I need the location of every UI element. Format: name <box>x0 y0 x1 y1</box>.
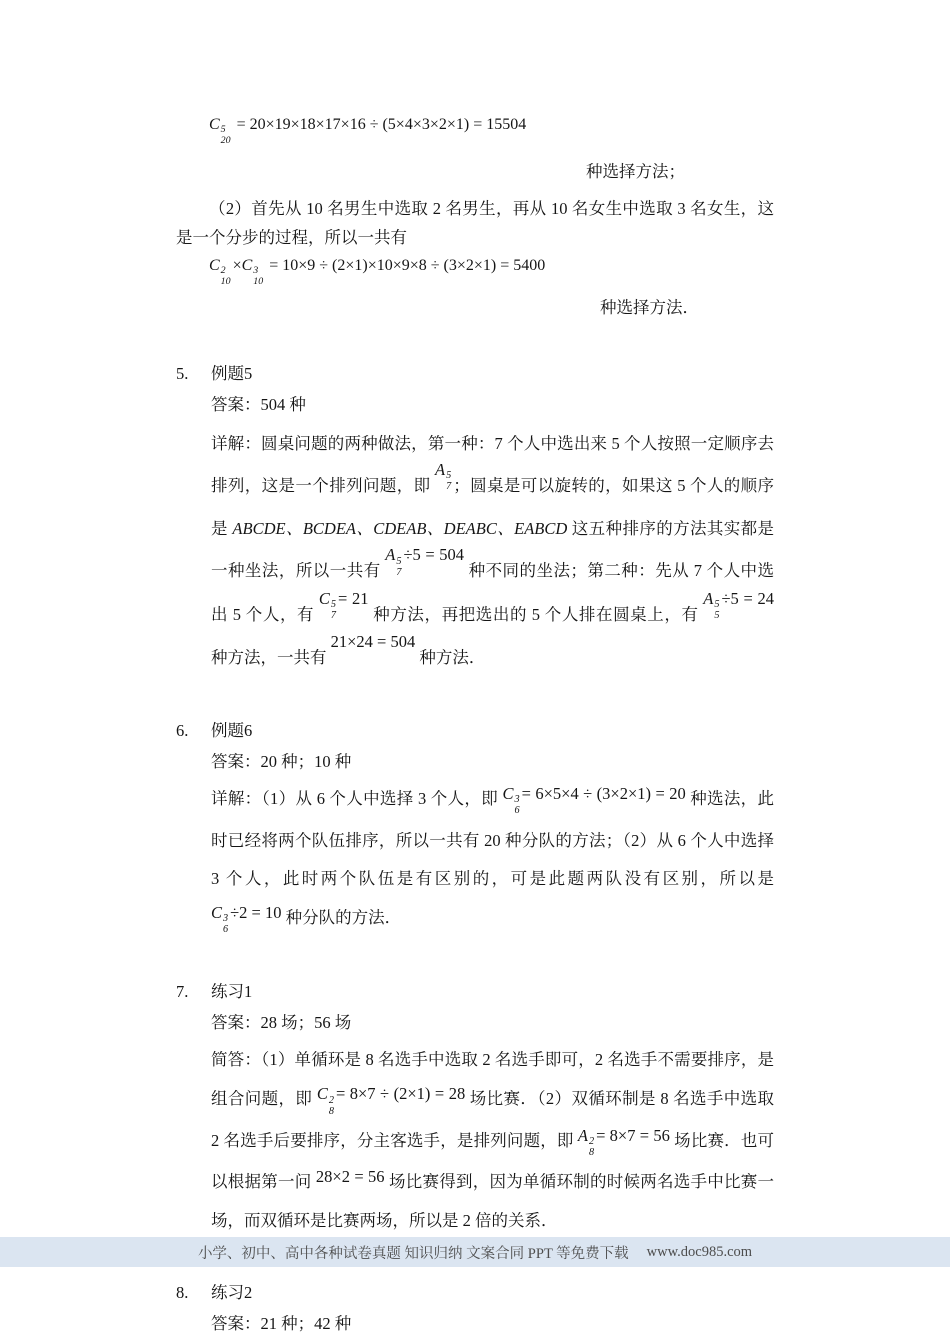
detail-text: 种选法，此时已经将两个队伍排序，所以一共有 20 种分队的方法；（2）从 6 个人中选择 3 个人，此时两个队伍是有区别的，可是此题两队没有区别，所以是 <box>211 789 775 889</box>
math-c20-5 <box>209 116 527 146</box>
item-7-heading <box>176 978 774 1006</box>
formula-a7-5 <box>435 459 453 493</box>
superscript: 5 <box>714 598 720 610</box>
formula-expression: ÷5 = 24 <box>721 588 775 608</box>
item-number: 6. <box>176 721 189 741</box>
item-title: 练习1 <box>211 982 253 1002</box>
detail-text: 种方法． <box>419 647 486 667</box>
item-number: 8. <box>176 1282 189 1302</box>
formula-expression: = 8×7 = 56 <box>596 1125 670 1145</box>
detail-text: 简答：（1）单循环是 8 名选手中选取 2 名选手即可，2 名选手不需要排序，是组合问题，即 <box>211 1050 774 1109</box>
script-stack <box>446 470 451 492</box>
superscript: 2 <box>328 1094 334 1106</box>
superscript: 3 <box>223 913 229 925</box>
formula-c6-3-div-2 <box>211 903 282 936</box>
script-stack <box>714 599 719 621</box>
footer-text: 小学、初中、高中各种试卷真题 知识归纳 文案合同 PPT 等免费下载 <box>197 1245 629 1262</box>
item-8-heading <box>176 1279 774 1307</box>
footer-bar <box>0 1237 950 1267</box>
item-5-body <box>211 391 774 679</box>
detail-text: 场比赛得到，因为单循环制的时候两名选手中比赛一场，而双循环是比赛两场，所以是 2 倍的关系． <box>211 1171 775 1230</box>
combination-symbol: C <box>209 116 220 133</box>
item-6-body <box>211 748 774 940</box>
subscript: 7 <box>446 481 452 493</box>
item-number: 5. <box>176 363 189 383</box>
item-8-body <box>211 1310 774 1338</box>
combination-symbol: C <box>241 256 253 274</box>
caption-selection-methods-2: 种选择方法． <box>600 298 699 318</box>
caption-selection-methods-1: 种选择方法； <box>586 161 685 181</box>
subscript: 20 <box>220 134 231 146</box>
subscript: 6 <box>514 805 520 817</box>
arrangement-symbol: A <box>577 1125 588 1145</box>
formula-expression: ÷2 = 10 <box>230 903 282 923</box>
item-7-body <box>211 1009 774 1240</box>
formula-expression: = 21 <box>337 588 369 608</box>
subscript: 8 <box>588 1146 595 1158</box>
formula-c6-3-eq-20 <box>502 784 686 817</box>
times-sign: × <box>232 256 242 274</box>
superscript: 5 <box>330 598 336 610</box>
formula-c7-5 <box>318 588 369 621</box>
script-stack <box>221 266 231 287</box>
combination-symbol: C <box>318 588 330 608</box>
answer-line: 答案：504 种 <box>211 394 306 414</box>
item-5-heading <box>176 360 774 388</box>
answer-line: 答案：28 场；56 场 <box>211 1013 352 1033</box>
detail-paragraph <box>211 780 774 940</box>
formula-expression: = 8×7 ÷ (2×1) = 28 <box>335 1084 466 1104</box>
superscript: 2 <box>588 1135 595 1147</box>
formula-c10-2-times-c10-3 <box>176 257 774 288</box>
combination-symbol: C <box>316 1084 328 1104</box>
formula-a8-2-eq-56 <box>577 1125 670 1158</box>
subscript: 8 <box>328 1105 334 1117</box>
arrangement-symbol: A <box>703 588 714 608</box>
superscript: 5 <box>446 470 452 482</box>
formula-a5-5-div-5 <box>703 588 775 621</box>
item-6-heading <box>176 717 774 745</box>
detail-text: 种方法，一共有 <box>211 647 327 667</box>
subscript: 10 <box>253 275 264 287</box>
script-stack <box>589 1136 594 1158</box>
script-stack <box>223 913 228 935</box>
combination-symbol: C <box>211 903 223 923</box>
superscript: 5 <box>396 555 402 567</box>
script-stack <box>331 599 336 621</box>
subscript: 6 <box>223 924 229 936</box>
item-title: 例题5 <box>211 363 253 383</box>
item-example-5 <box>176 360 774 679</box>
superscript: 3 <box>514 794 520 806</box>
detail-text: ；圆桌是可以旋转的，如果这 5 个人的顺序是 <box>211 475 775 539</box>
subscript: 10 <box>220 275 231 287</box>
formula-28x2: 28×2 = 56 <box>315 1166 385 1186</box>
script-stack <box>515 794 520 816</box>
detail-text: 种不同的坐法；第二种：先从 7 个人中选出 5 个人，有 <box>211 561 775 624</box>
script-stack <box>221 125 231 146</box>
script-stack <box>396 556 401 578</box>
detail-text: 种分队的方法． <box>285 908 402 928</box>
superscript: 2 <box>220 264 226 276</box>
detail-text: 详解：圆桌问题的两种做法，第一种：7 个人中选出来 5 个人按照一定顺序去排列，这是一个排列问题，即 <box>211 433 774 495</box>
subscript: 7 <box>396 566 402 578</box>
formula-21x24: 21×24 = 504 <box>330 631 416 651</box>
detail-text: 这五种排序的方法其实都是一种坐法，所以一共有 <box>211 519 775 581</box>
item-exercise-1 <box>176 978 774 1240</box>
math-c10-3 <box>241 256 266 287</box>
footer-site-link[interactable]: www.doc985.com <box>646 1243 753 1260</box>
item-number: 7. <box>176 982 189 1002</box>
formula-c8-2-eq-28 <box>316 1084 466 1117</box>
item-exercise-2 <box>176 1279 774 1338</box>
formula-expression: ÷5 = 504 <box>403 545 465 565</box>
answer-line: 答案：20 种；10 种 <box>211 752 352 772</box>
superscript: 3 <box>253 264 259 276</box>
math-c10-2 <box>209 256 233 287</box>
formula-expression: = 20×19×18×17×16 ÷ (5×4×3×2×1) = 15504 <box>236 116 527 133</box>
arrangement-symbol: A <box>435 459 446 479</box>
detail-text: 场比赛．（2）双循环制是 8 名选手中选取 2 名选手后要排序，分主客选手，是排列问题，即 <box>211 1089 775 1150</box>
script-stack <box>329 1095 334 1117</box>
detail-text: 种方法，再把选出的 5 个人排在圆桌上，有 <box>373 604 699 624</box>
detail-text: 场比赛．也可以根据第一问 <box>211 1130 775 1191</box>
answer-line: 答案：21 种；42 种 <box>211 1313 352 1333</box>
formula-expression: = 6×5×4 ÷ (3×2×1) = 20 <box>521 784 686 804</box>
subscript: 7 <box>330 609 336 621</box>
detail-paragraph <box>211 1041 774 1240</box>
detail-paragraph <box>211 423 774 679</box>
combination-symbol: C <box>209 256 220 274</box>
superscript: 5 <box>220 124 226 136</box>
paragraph-step-2: （2）首先从 10 名男生中选取 2 名男生，再从 10 名女生中选取 3 名女生，这是一个分步的过程，所以一共有 <box>176 198 774 247</box>
item-title: 练习2 <box>211 1282 253 1302</box>
item-title: 例题6 <box>211 721 253 741</box>
subscript: 5 <box>714 609 720 621</box>
combination-symbol: C <box>502 784 514 804</box>
item-example-6 <box>176 717 774 940</box>
arrangement-symbol: A <box>385 545 396 565</box>
letter-sequences: ABCDE、BCDEA、CDEAB、DEABC、EABCD <box>232 519 568 539</box>
formula-c20-5 <box>176 116 774 147</box>
detail-text: 详解：（1）从 6 个人中选择 3 个人，即 <box>211 789 499 809</box>
formula-a7-5-div-5 <box>385 545 465 578</box>
formula-expression: = 10×9 ÷ (2×1)×10×9×8 ÷ (3×2×1) = 5400 <box>269 256 546 274</box>
script-stack <box>253 266 263 287</box>
